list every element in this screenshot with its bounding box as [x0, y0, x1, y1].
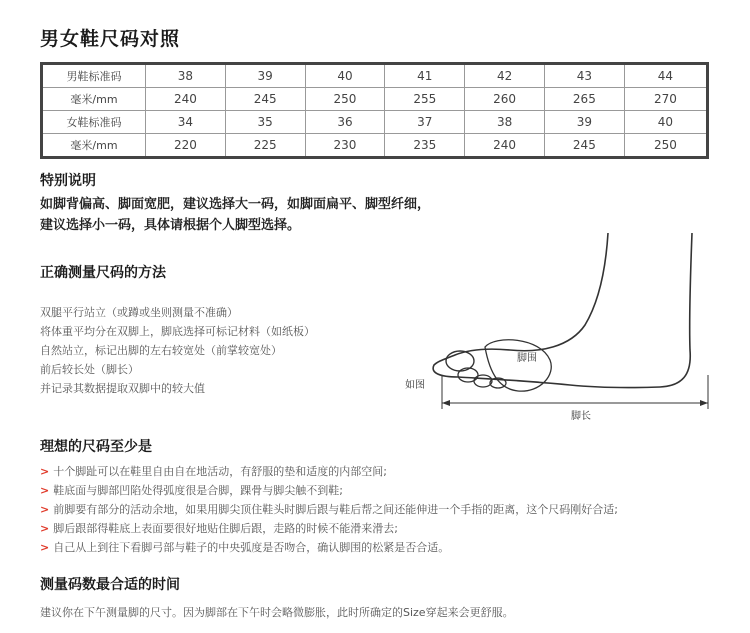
size-chart-table — [40, 62, 709, 159]
row-label: 男鞋标准码 — [42, 64, 146, 88]
page-title: 男女鞋尺码对照 — [40, 28, 181, 50]
list-item — [40, 481, 618, 500]
table-cell: 245 — [225, 88, 305, 111]
table-cell: 39 — [225, 64, 305, 88]
table-cell: 240 — [465, 134, 545, 158]
table-cell: 39 — [544, 111, 624, 134]
row-label: 女鞋标准码 — [42, 111, 146, 134]
arrow-right-icon: > — [40, 465, 50, 478]
list-item: 并记录其数据提取双脚中的较大值 — [40, 382, 205, 395]
table-cell: 245 — [544, 134, 624, 158]
table-cell: 40 — [305, 64, 385, 88]
list-item: 双腿平行站立（或蹲或坐则测量不准确） — [40, 306, 238, 319]
table-cell: 42 — [465, 64, 545, 88]
table-cell: 260 — [465, 88, 545, 111]
table-cell: 255 — [385, 88, 465, 111]
table-cell: 44 — [624, 64, 707, 88]
table-row — [42, 111, 708, 134]
table-cell: 230 — [305, 134, 385, 158]
list-item-text: 鞋底面与脚部凹陷处得弧度很是合脚，踝骨与脚尖触不到鞋; — [53, 484, 343, 497]
row-label: 毫米/mm — [42, 134, 146, 158]
table-cell: 240 — [146, 88, 226, 111]
girth-label: 脚围 — [517, 353, 537, 364]
table-cell: 250 — [624, 134, 707, 158]
table-cell: 40 — [624, 111, 707, 134]
list-item — [40, 519, 618, 538]
table-row — [42, 64, 708, 88]
measure-steps-list — [40, 303, 315, 398]
arrow-right-icon: > — [40, 541, 50, 554]
list-item: 将体重平均分在双脚上，脚底选择可标记材料（如纸板） — [40, 325, 315, 338]
arrow-right-icon: > — [40, 484, 50, 497]
toe-icon — [458, 368, 478, 382]
table-cell: 235 — [385, 134, 465, 158]
list-item — [40, 462, 618, 481]
list-item-text: 十个脚趾可以在鞋里自由自在地活动，有舒服的垫和适度的内部空间; — [53, 465, 387, 478]
list-item-text: 自己从上到往下看脚弓部与鞋子的中央弧度是否吻合，确认脚围的松紧是否合适。 — [53, 541, 450, 554]
row-label: 毫米/mm — [42, 88, 146, 111]
measure-method-heading: 正确测量尺码的方法 — [40, 265, 166, 281]
table-cell: 265 — [544, 88, 624, 111]
length-label: 脚长 — [571, 411, 591, 422]
arrow-right-icon: > — [40, 503, 50, 516]
timing-heading: 测量码数最合适的时间 — [40, 577, 180, 593]
special-note-line-1: 如脚背偏高、脚面宽肥，建议选择大一码，如脚面扁平、脚型纤细， — [40, 197, 431, 212]
ideal-size-heading: 理想的尺码至少是 — [40, 439, 152, 455]
table-cell: 270 — [624, 88, 707, 111]
special-note-line-2: 建议选择小一码，具体请根据个人脚型选择。 — [40, 218, 301, 233]
table-row — [42, 134, 708, 158]
list-item: 自然站立，标记出脚的左右较宽处（前掌较宽处） — [40, 344, 282, 357]
arrow-right-icon: > — [40, 522, 50, 535]
foot-diagram — [400, 225, 720, 425]
toe-icon — [474, 375, 492, 387]
table-cell: 38 — [465, 111, 545, 134]
table-cell: 250 — [305, 88, 385, 111]
table-cell: 34 — [146, 111, 226, 134]
timing-text: 建议你在下午测量脚的尺寸。因为脚部在下午时会略微膨胀，此时所确定的Size穿起来会更舒服。 — [40, 606, 514, 619]
table-cell: 37 — [385, 111, 465, 134]
figure-label: 如图 — [405, 380, 425, 391]
girth-loop-icon — [485, 340, 551, 391]
table-cell: 41 — [385, 64, 465, 88]
table-cell: 220 — [146, 134, 226, 158]
foot-outline-icon — [433, 233, 692, 388]
list-item — [40, 500, 618, 519]
table-cell: 35 — [225, 111, 305, 134]
table-cell: 43 — [544, 64, 624, 88]
list-item — [40, 538, 618, 557]
list-item: 前后较长处（脚长） — [40, 363, 139, 376]
list-item-text: 前脚要有部分的活动余地，如果用脚尖顶住鞋头时脚后跟与鞋后帮之间还能伸进一个手指的距离，这个尺码刚好合适; — [53, 503, 618, 516]
arrow-right-icon — [700, 400, 708, 406]
ideal-size-list — [40, 462, 618, 557]
table-cell: 36 — [305, 111, 385, 134]
table-row — [42, 88, 708, 111]
table-cell: 38 — [146, 64, 226, 88]
list-item-text: 脚后跟部得鞋底上表面要很好地贴住脚后跟，走路的时候不能滑来滑去; — [53, 522, 398, 535]
table-cell: 225 — [225, 134, 305, 158]
special-note-heading: 特别说明 — [40, 173, 96, 189]
arrow-left-icon — [442, 400, 450, 406]
